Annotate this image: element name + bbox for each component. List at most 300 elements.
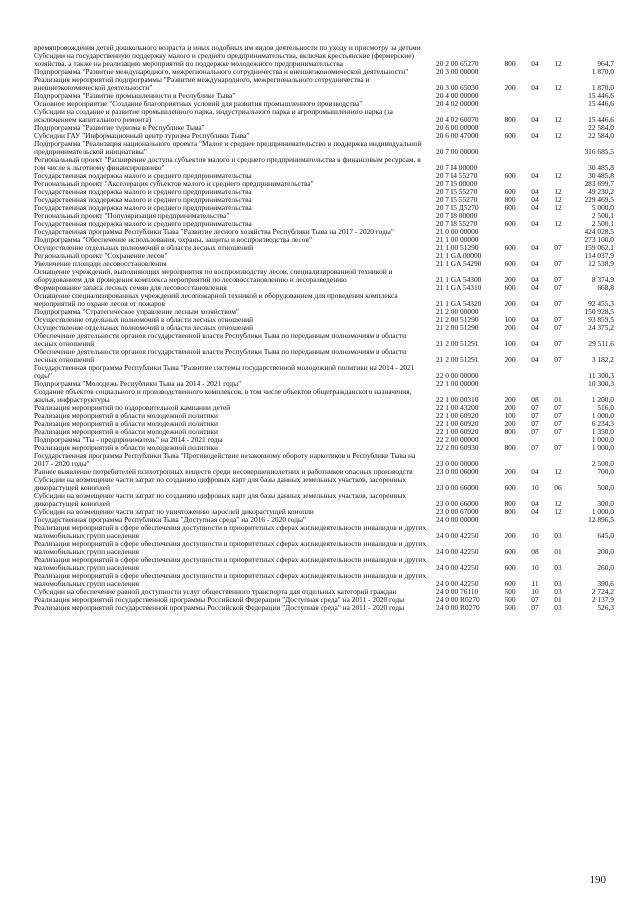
row-target-code: 20 7 I4 55270 bbox=[436, 172, 478, 180]
row-target-code: 23 0 00 00000 bbox=[436, 459, 479, 468]
table-row bbox=[34, 124, 614, 132]
table-row bbox=[34, 52, 614, 68]
row-section: 04 bbox=[531, 299, 539, 308]
row-amount: 22 584,0 bbox=[588, 132, 614, 140]
row-section: 04 bbox=[531, 324, 539, 332]
row-section: 04 bbox=[531, 339, 539, 348]
row-target-code: 23 0 00 67000 bbox=[436, 508, 479, 516]
row-expense-type: 600 bbox=[504, 188, 516, 196]
row-expense-type: 200 bbox=[504, 299, 516, 308]
row-section: 04 bbox=[531, 220, 539, 228]
row-subsection bbox=[546, 252, 570, 260]
row-subsection bbox=[546, 212, 570, 220]
row-name: Реализация мероприятий в области молодежной политики bbox=[34, 444, 218, 452]
row-section bbox=[524, 212, 546, 220]
row-section bbox=[524, 436, 546, 444]
row-subsection: 12 bbox=[554, 59, 562, 68]
row-amount: 2 500,0 bbox=[591, 459, 614, 468]
row-subsection: 07 bbox=[554, 324, 562, 332]
row-section: 04 bbox=[531, 468, 539, 476]
row-target-code: 21 1 GA 54290 bbox=[436, 260, 482, 268]
row-section bbox=[524, 236, 546, 244]
row-subsection: 07 bbox=[554, 428, 562, 436]
row-expense-type: 600 bbox=[504, 204, 516, 212]
table-row bbox=[34, 228, 614, 236]
page-number: 190 bbox=[589, 874, 606, 886]
table-row bbox=[34, 156, 614, 172]
row-amount: 2 500,1 bbox=[591, 220, 614, 228]
row-subsection: 12 bbox=[554, 196, 562, 204]
row-expense-type bbox=[496, 156, 524, 172]
row-target-code: 20 7 I8 55270 bbox=[436, 220, 478, 228]
row-amount: 1 350,0 bbox=[591, 428, 614, 436]
row-amount: 29 511,6 bbox=[588, 339, 614, 348]
row-name: Подпрограмма "Молодежь Республики Тыва на 2014 - 2021 годы" bbox=[34, 380, 242, 388]
row-section: 07 bbox=[531, 604, 539, 612]
row-amount: 1 870,0 bbox=[591, 68, 614, 76]
table-row bbox=[34, 412, 614, 420]
row-name: Осуществление отдельных полномочий в области лесных отношений bbox=[34, 244, 254, 252]
row-target-code: 21 1 GA 54320 bbox=[436, 299, 482, 308]
row-target-code: 22 1 00 60920 bbox=[436, 420, 479, 428]
table-row bbox=[34, 380, 614, 388]
row-expense-type: 600 bbox=[504, 132, 516, 140]
row-target-code: 20 7 I5 Д5270 bbox=[436, 204, 479, 212]
table-row bbox=[34, 468, 614, 476]
row-target-code: 24 0 00 R0270 bbox=[436, 596, 480, 604]
table-row bbox=[34, 44, 614, 52]
row-target-code: 20 6 00 00000 bbox=[436, 124, 479, 132]
row-target-code: 22 2 00 00000 bbox=[436, 436, 479, 444]
row-section: 04 bbox=[531, 284, 539, 292]
row-name: времяпровождения детей дошкольного возраста и иных подобных им видов деятельности по уходу и присмотру за детьми bbox=[34, 44, 421, 52]
row-name: Государственная поддержка малого и среднего предпринимательства bbox=[34, 204, 252, 212]
row-section bbox=[524, 68, 546, 76]
row-section: 04 bbox=[531, 196, 539, 204]
row-subsection: 07 bbox=[554, 444, 562, 452]
row-target-code: 22 1 00 43200 bbox=[436, 404, 479, 412]
row-subsection: 03 bbox=[554, 588, 562, 596]
row-section bbox=[524, 44, 546, 52]
row-name: Региональный проект "Акселерация субъектов малого и среднего предпринимательства" bbox=[34, 180, 314, 188]
table-row bbox=[34, 204, 614, 212]
row-subsection: 12 bbox=[554, 115, 562, 124]
row-section: 07 bbox=[531, 420, 539, 428]
row-section: 07 bbox=[531, 404, 539, 412]
table-row bbox=[34, 348, 614, 364]
table-row bbox=[34, 604, 614, 612]
table-row bbox=[34, 268, 614, 284]
row-subsection: 07 bbox=[554, 404, 562, 412]
row-expense-type: 600 bbox=[504, 220, 516, 228]
row-subsection bbox=[546, 124, 570, 132]
row-section: 07 bbox=[531, 596, 539, 604]
table-row bbox=[34, 244, 614, 252]
table-row bbox=[34, 252, 614, 260]
row-section bbox=[524, 380, 546, 388]
row-subsection: 03 bbox=[554, 531, 562, 540]
row-amount: 15 446,6 bbox=[588, 100, 614, 108]
row-amount: 526,3 bbox=[597, 604, 614, 612]
row-subsection: 07 bbox=[554, 284, 562, 292]
row-expense-type: 600 bbox=[504, 579, 516, 588]
row-amount: 316 685,5 bbox=[584, 147, 614, 156]
table-row bbox=[34, 556, 614, 572]
row-expense-type: 100 bbox=[504, 412, 516, 420]
table-row bbox=[34, 188, 614, 196]
row-subsection: 07 bbox=[554, 412, 562, 420]
row-section: 04 bbox=[531, 508, 539, 516]
row-expense-type bbox=[496, 452, 524, 468]
row-target-code: 20 7 I5 00000 bbox=[436, 180, 478, 188]
row-expense-type: 800 bbox=[504, 428, 516, 436]
row-subsection: 12 bbox=[554, 204, 562, 212]
row-name: Оснащение учреждений, выполняющих мероприятия по воспроизводству лесов, специализированной техникой и оборудованием для проведения комплекса мероприятий по лесовосстановлению и лесоразведению bbox=[34, 268, 393, 284]
row-amount: 5 000,0 bbox=[591, 204, 614, 212]
row-subsection: 07 bbox=[554, 355, 562, 364]
row-section: 04 bbox=[531, 172, 539, 180]
row-subsection: 07 bbox=[554, 275, 562, 284]
row-target-code: 20 7 I5 55270 bbox=[436, 196, 478, 204]
row-name: Государственная программа Республики Тыва "Противодействие незаконному обороту наркотиков в Республике Тыва на 2017 - 2020 годы" bbox=[34, 452, 416, 468]
table-row bbox=[34, 172, 614, 180]
row-expense-type: 600 bbox=[504, 244, 516, 252]
row-amount: 92 455,3 bbox=[588, 299, 614, 308]
row-subsection: 03 bbox=[554, 563, 562, 572]
table-row bbox=[34, 332, 614, 348]
table-row bbox=[34, 316, 614, 324]
row-subsection bbox=[546, 308, 570, 316]
table-row bbox=[34, 308, 614, 316]
row-target-code: 22 1 00 60920 bbox=[436, 412, 479, 420]
row-subsection bbox=[546, 156, 570, 172]
row-target-code: 24 0 00 76110 bbox=[436, 588, 479, 596]
row-name: Подпрограмма "Развитие промышленности в Республике Тыва" bbox=[34, 92, 236, 100]
row-name: Обеспечение деятельности органов государственной власти Республики Тыва по переданным полномочиям в области лесных отношений bbox=[34, 332, 407, 348]
row-amount bbox=[570, 44, 614, 52]
row-expense-type: 200 bbox=[504, 531, 516, 540]
row-target-code: 21 2 00 51290 bbox=[436, 324, 479, 332]
row-name: Реализация мероприятий в сфере обеспечения доступности в приоритетных сферах жизнедеятельности инвалидов и других маломобильных групп населения bbox=[34, 524, 427, 540]
row-subsection: 12 bbox=[554, 468, 562, 476]
table-row bbox=[34, 524, 614, 540]
row-name: Подпрограмма "Реализация национального проекта "Малое и среднее предпринимательство и поддержка индивидуальной предпринимательской инициативы" bbox=[34, 140, 422, 156]
table-row bbox=[34, 140, 614, 156]
row-section: 04 bbox=[531, 499, 539, 508]
row-section: 10 bbox=[531, 483, 539, 492]
row-subsection: 12 bbox=[554, 83, 562, 92]
row-subsection: 06 bbox=[554, 483, 562, 492]
row-amount: 8 374,9 bbox=[591, 275, 614, 284]
row-section: 04 bbox=[531, 260, 539, 268]
row-expense-type bbox=[496, 180, 524, 188]
row-name: Раннее выявление потребителей психотропных веществ среди несовершеннолетних и работников опасных производств bbox=[34, 468, 413, 476]
row-expense-type bbox=[496, 308, 524, 316]
row-name: Субсидии на государственную поддержку малого и среднего предпринимательства, включая крестьянские (фермерские) хозяйства, а также на реализацию мероприятий по поддержке молодежного предпринимательства bbox=[34, 52, 414, 68]
row-subsection: 07 bbox=[554, 316, 562, 324]
row-target-code: 24 0 00 42250 bbox=[436, 563, 479, 572]
row-name: Региональный проект "Расширение доступа субъектов малого и среднего предпринимательства к финансовым ресурсам, в том числе к льготному финансированию" bbox=[34, 156, 421, 172]
row-amount: 2 724,2 bbox=[591, 588, 614, 596]
row-name: Подпрограмма "Стратегическое управление лесным хозяйством" bbox=[34, 308, 239, 316]
row-amount: 1 200,0 bbox=[591, 395, 614, 404]
row-name: Реализация мероприятий в области молодежной политики bbox=[34, 420, 218, 428]
row-amount: 159 062,1 bbox=[584, 244, 614, 252]
row-name: Оснащение специализированных учреждений лесопожарной техникой и оборудованием для проведения комплекса мероприятий по охране лесов от пожаров bbox=[34, 292, 398, 308]
row-amount: 150 928,5 bbox=[584, 308, 614, 316]
row-section bbox=[524, 100, 546, 108]
row-section: 04 bbox=[531, 59, 539, 68]
row-amount: 1 000,0 bbox=[591, 444, 614, 452]
row-target-code: 24 0 00 42250 bbox=[436, 547, 479, 556]
row-amount: 3 182,2 bbox=[591, 355, 614, 364]
row-section: 07 bbox=[531, 428, 539, 436]
row-target-code: 20 4 02 00000 bbox=[436, 100, 479, 108]
row-expense-type: 200 bbox=[504, 324, 516, 332]
row-section bbox=[524, 252, 546, 260]
row-target-code: 20 7 I4 00000 bbox=[436, 163, 478, 172]
row-subsection: 12 bbox=[554, 220, 562, 228]
row-expense-type: 200 bbox=[504, 83, 516, 92]
row-name: Государственная программа Республики Тыва "Доступная среда" на 2016 - 2020 годы" bbox=[34, 516, 306, 524]
row-name: Региональный проект "Популяризация предпринимательства" bbox=[34, 212, 230, 220]
row-expense-type: 200 bbox=[504, 395, 516, 404]
row-subsection bbox=[546, 380, 570, 388]
row-expense-type: 600 bbox=[504, 563, 516, 572]
row-expense-type: 200 bbox=[504, 468, 516, 476]
row-amount: 500,0 bbox=[597, 483, 614, 492]
row-target-code: 21 2 00 00000 bbox=[436, 308, 479, 316]
row-amount: 114 037,9 bbox=[584, 252, 614, 260]
row-amount: 24 375,2 bbox=[588, 324, 614, 332]
row-target-code: 20 2 00 65270 bbox=[436, 59, 479, 68]
row-target-code: 23 0 00 06000 bbox=[436, 468, 479, 476]
row-target-code: 21 1 00 00000 bbox=[436, 236, 479, 244]
row-target-code: 21 2 00 51290 bbox=[436, 316, 479, 324]
row-name: Увеличение площади лесовосстановления bbox=[34, 260, 167, 268]
row-amount: 1 000,0 bbox=[591, 436, 614, 444]
row-target-code: 20 3 00 65030 bbox=[436, 83, 479, 92]
row-subsection bbox=[546, 436, 570, 444]
row-subsection bbox=[546, 516, 570, 524]
row-subsection bbox=[546, 140, 570, 156]
row-expense-type: 200 bbox=[504, 420, 516, 428]
row-target-code: 21 1 GA 54300 bbox=[436, 275, 482, 284]
row-expense-type bbox=[496, 252, 524, 260]
row-name: Реализация мероприятий в сфере обеспечения доступности в приоритетных сферах жизнедеятельности инвалидов и других маломобильных групп населения bbox=[34, 540, 427, 556]
row-name: Осуществление отдельных полномочий в области лесных отношений bbox=[34, 316, 254, 324]
row-subsection: 01 bbox=[554, 547, 562, 556]
row-subsection: 12 bbox=[554, 172, 562, 180]
row-expense-type: 800 bbox=[504, 444, 516, 452]
row-name: Реализация мероприятий в сфере обеспечения доступности в приоритетных сферах жизнедеятельности инвалидов и других маломобильных групп населения bbox=[34, 556, 427, 572]
table-row bbox=[34, 572, 614, 588]
table-row bbox=[34, 540, 614, 556]
row-section: 04 bbox=[531, 244, 539, 252]
row-target-code: 21 2 00 51291 bbox=[436, 339, 479, 348]
row-amount: 2 500,1 bbox=[591, 212, 614, 220]
row-expense-type bbox=[496, 100, 524, 108]
row-subsection: 07 bbox=[554, 420, 562, 428]
row-section: 04 bbox=[531, 115, 539, 124]
row-amount: 10 300,3 bbox=[588, 380, 614, 388]
row-name: Создание объектов социального и производственного комплексов, в том числе объектов общегражданского назначения, жилья, инфраструктуры bbox=[34, 388, 412, 404]
table-row bbox=[34, 404, 614, 412]
row-expense-type bbox=[496, 228, 524, 236]
row-expense-type: 800 bbox=[504, 196, 516, 204]
row-target-code: 22 1 00 60920 bbox=[436, 428, 479, 436]
row-amount: 2 137,9 bbox=[591, 596, 614, 604]
row-name: Реализация мероприятий по оздоровительной кампании детей bbox=[34, 404, 231, 412]
row-expense-type: 200 bbox=[504, 355, 516, 364]
row-target-code: 24 0 00 00000 bbox=[436, 516, 479, 524]
row-expense-type bbox=[496, 68, 524, 76]
row-target-code: 22 1 00 00000 bbox=[436, 380, 479, 388]
row-expense-type bbox=[496, 516, 524, 524]
row-subsection: 07 bbox=[554, 299, 562, 308]
row-amount: 1 870,0 bbox=[591, 83, 614, 92]
row-target-code: 21 2 00 51291 bbox=[436, 355, 479, 364]
row-section: 10 bbox=[531, 588, 539, 596]
row-name: Реализация мероприятий в сфере обеспечения доступности в приоритетных сферах жизнедеятельности инвалидов и других маломобильных групп населения bbox=[34, 572, 427, 588]
row-amount: 93 859,5 bbox=[588, 316, 614, 324]
row-target-code: 22 1 00 00310 bbox=[436, 395, 479, 404]
row-expense-type: 600 bbox=[504, 260, 516, 268]
row-subsection: 12 bbox=[554, 499, 562, 508]
table-row bbox=[34, 132, 614, 140]
row-name: Реализация мероприятий в области молодежной политики bbox=[34, 428, 218, 436]
row-target-code: 23 0 00 66000 bbox=[436, 499, 479, 508]
row-subsection: 07 bbox=[554, 339, 562, 348]
row-name: Формирование запаса лесных семян для лесовосстановления bbox=[34, 284, 227, 292]
row-section: 04 bbox=[531, 275, 539, 284]
table-row bbox=[34, 420, 614, 428]
row-expense-type: 500 bbox=[504, 596, 516, 604]
row-expense-type: 600 bbox=[504, 547, 516, 556]
row-target-code: 21 1 00 51290 bbox=[436, 244, 479, 252]
row-section: 04 bbox=[531, 204, 539, 212]
row-section: 04 bbox=[531, 316, 539, 324]
row-name: Государственная программа Республики Тыва "Развитие лесного хозяйства Республики Тыва на 2017 - 2020 годы" bbox=[34, 228, 394, 236]
row-subsection: 07 bbox=[554, 244, 562, 252]
table-row bbox=[34, 452, 614, 468]
table-row bbox=[34, 92, 614, 100]
row-target-code: 20 3 00 00000 bbox=[436, 68, 479, 76]
row-section: 04 bbox=[531, 188, 539, 196]
row-section: 08 bbox=[531, 395, 539, 404]
row-expense-type bbox=[496, 436, 524, 444]
row-amount: 260,0 bbox=[597, 563, 614, 572]
row-subsection bbox=[546, 180, 570, 188]
row-amount: 283 699,7 bbox=[584, 180, 614, 188]
row-name: Субсидии на обеспечение равной доступности услуг общественного транспорта для отдельных категорий граждан bbox=[34, 588, 397, 596]
row-expense-type: 600 bbox=[504, 172, 516, 180]
row-subsection bbox=[546, 364, 570, 380]
row-target-code: 23 0 00 66000 bbox=[436, 483, 479, 492]
row-name: Государственная программа Республики Тыва "Развитие системы государственной молодежной политики на 2014 - 2021 годы" bbox=[34, 364, 415, 380]
row-target-code: 24 0 00 42250 bbox=[436, 531, 479, 540]
row-amount: 700,0 bbox=[597, 468, 614, 476]
row-name: Подпрограмма "Развитие туризма в Республике Тыва" bbox=[34, 124, 205, 132]
table-row bbox=[34, 260, 614, 268]
table-row bbox=[34, 596, 614, 604]
row-section: 10 bbox=[531, 531, 539, 540]
table-row bbox=[34, 388, 614, 404]
row-target-code: 21 1 GA 00000 bbox=[436, 252, 482, 260]
row-expense-type: 200 bbox=[504, 275, 516, 284]
table-row bbox=[34, 284, 614, 292]
row-target-code: 24 0 00 R0270 bbox=[436, 604, 480, 612]
row-amount: 49 230,2 bbox=[588, 188, 614, 196]
row-name: Субсидии на создание и развитие промышленного парка, индустриального парка и агропромышленного парка (за исключением капитального ремонта) bbox=[34, 108, 393, 124]
row-section bbox=[524, 180, 546, 188]
row-name: Обеспечение деятельности органов государственной власти Республики Тыва по переданным полномочиям в области лесных отношений bbox=[34, 348, 407, 364]
table-row bbox=[34, 324, 614, 332]
row-expense-type bbox=[496, 124, 524, 132]
table-row bbox=[34, 508, 614, 516]
row-subsection: 01 bbox=[554, 596, 562, 604]
row-amount: 645,0 bbox=[597, 531, 614, 540]
row-section: 07 bbox=[531, 412, 539, 420]
row-amount: 964,7 bbox=[597, 59, 614, 68]
row-subsection bbox=[546, 228, 570, 236]
row-amount: 668,8 bbox=[597, 284, 614, 292]
row-target-code: 20 7 I5 55270 bbox=[436, 188, 478, 196]
row-amount: 300,0 bbox=[597, 499, 614, 508]
row-name: Региональный проект "Сохранение лесов" bbox=[34, 252, 168, 260]
table-row bbox=[34, 292, 614, 308]
row-name: Государственная поддержка малого и среднего предпринимательства bbox=[34, 172, 252, 180]
row-amount: 200,0 bbox=[597, 547, 614, 556]
row-amount: 30 485,8 bbox=[588, 163, 614, 172]
row-target-code: 24 0 00 42250 bbox=[436, 579, 479, 588]
row-subsection: 03 bbox=[554, 604, 562, 612]
row-expense-type bbox=[496, 212, 524, 220]
row-expense-type: 100 bbox=[504, 339, 516, 348]
row-subsection bbox=[546, 44, 570, 52]
row-name: Осуществление отдельных полномочий в области лесных отношений bbox=[34, 324, 254, 332]
row-target-code: 20 6 00 47000 bbox=[436, 132, 479, 140]
row-subsection: 12 bbox=[554, 508, 562, 516]
row-section: 11 bbox=[531, 579, 539, 588]
row-expense-type: 500 bbox=[504, 604, 516, 612]
row-expense-type: 500 bbox=[504, 588, 516, 596]
table-row bbox=[34, 100, 614, 108]
row-amount: 1 000,0 bbox=[591, 412, 614, 420]
row-expense-type: 800 bbox=[504, 499, 516, 508]
row-section bbox=[524, 452, 546, 468]
table-row bbox=[34, 476, 614, 492]
row-subsection: 12 bbox=[554, 132, 562, 140]
row-section bbox=[524, 92, 546, 100]
row-expense-type: 800 bbox=[504, 115, 516, 124]
table-row bbox=[34, 436, 614, 444]
row-expense-type: 800 bbox=[504, 59, 516, 68]
row-amount: 12 896,5 bbox=[588, 516, 614, 524]
row-target-code bbox=[436, 44, 496, 52]
row-expense-type: 800 bbox=[504, 508, 516, 516]
row-amount: 424 028,5 bbox=[584, 228, 614, 236]
row-name: Реализация мероприятий государственной программы Российской Федерации "Доступная среда" на 2011 - 2020 годы bbox=[34, 596, 405, 604]
row-amount: 229 469,5 bbox=[584, 196, 614, 204]
table-row bbox=[34, 220, 614, 228]
row-name: Реализация мероприятий подпрограммы "Развитие международного, межрегионального сотрудничества и внешнеэкономической деятельности" bbox=[34, 76, 370, 92]
table-row bbox=[34, 364, 614, 380]
row-target-code: 22 2 00 60930 bbox=[436, 444, 479, 452]
row-amount: 15 446,6 bbox=[588, 92, 614, 100]
table-row bbox=[34, 212, 614, 220]
row-subsection bbox=[546, 92, 570, 100]
